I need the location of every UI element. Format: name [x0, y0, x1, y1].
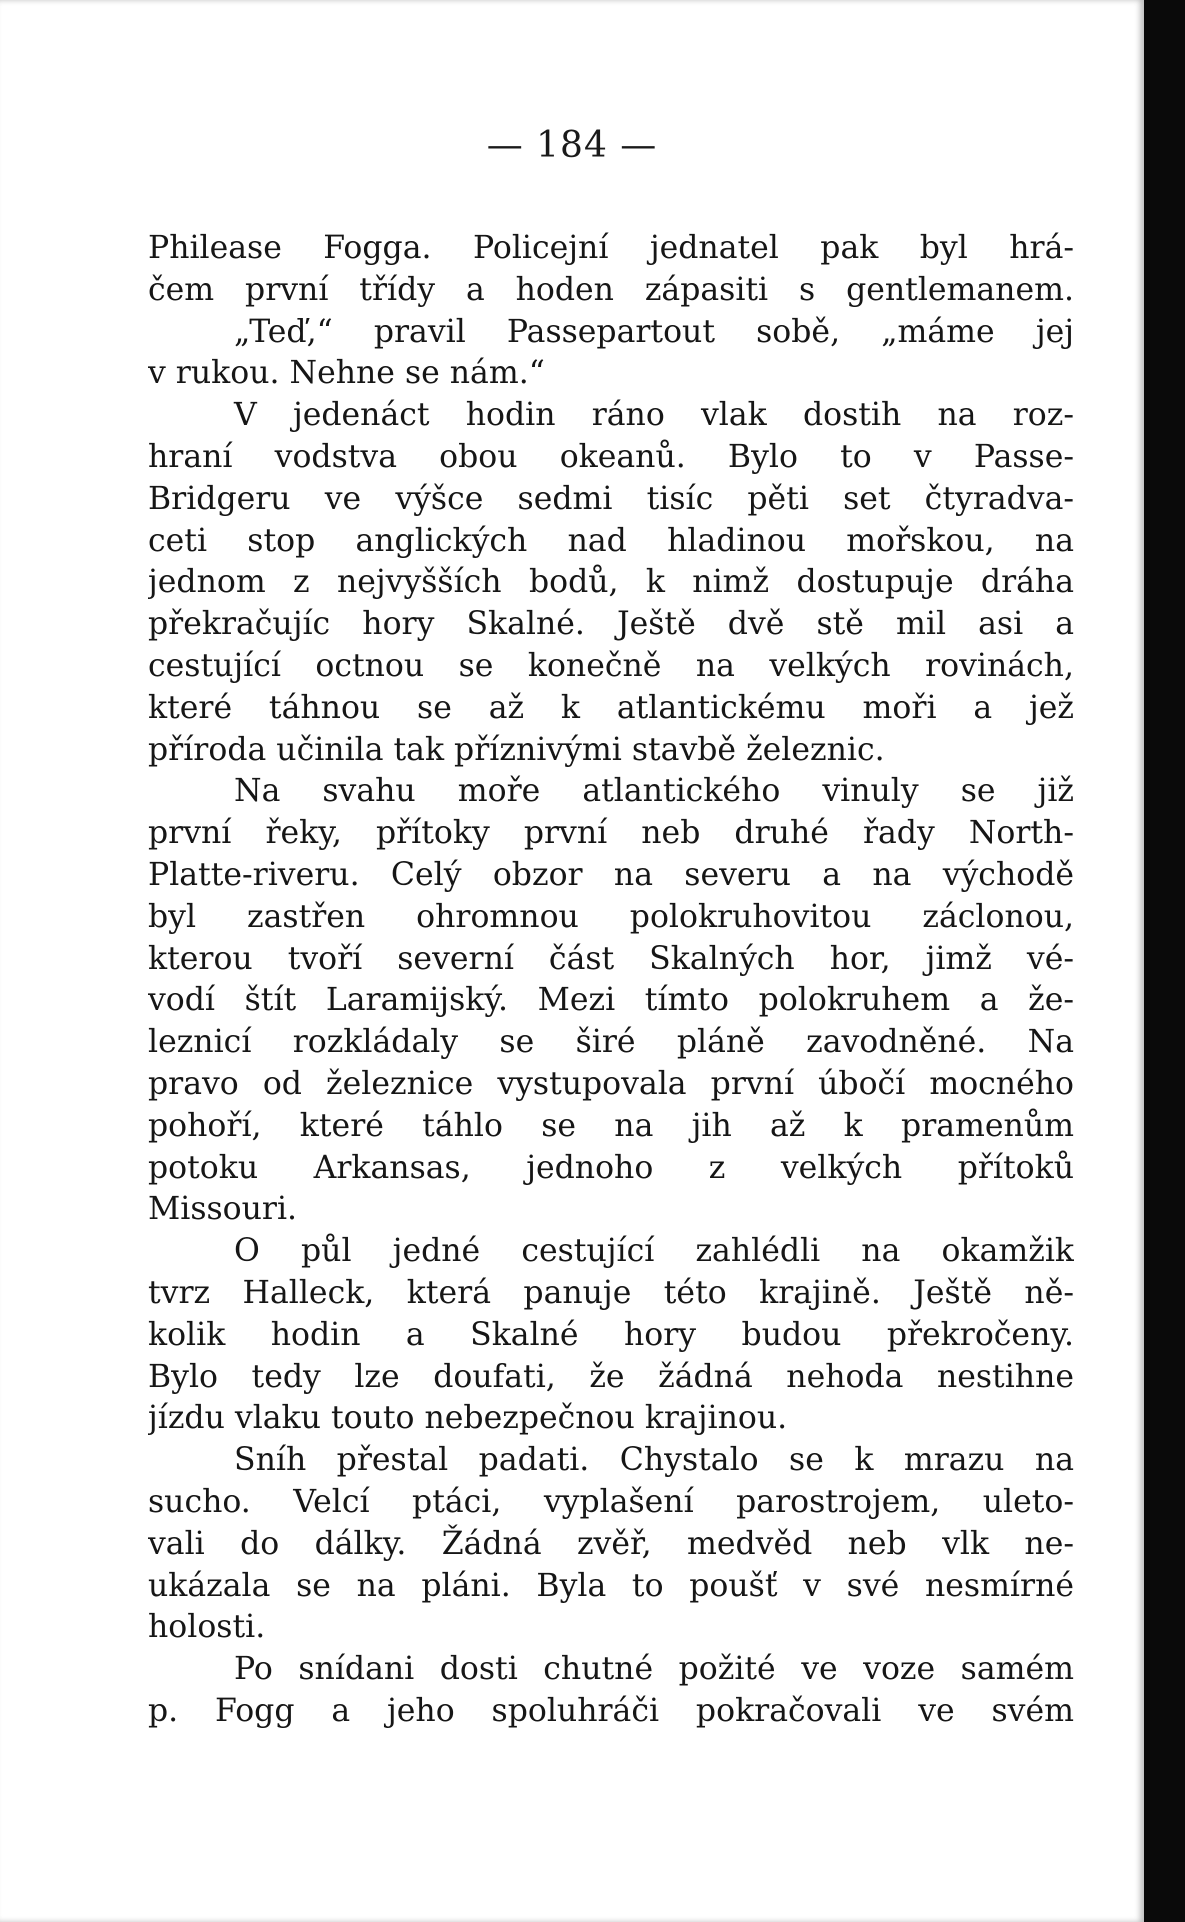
text-line: vodí štít Laramijský. Mezi tímto polokruhem a že-	[148, 982, 1074, 1019]
text-line: potoku Arkansas, jednoho z velkých přítoků	[148, 1149, 1074, 1186]
text-line: Po snídani dosti chutné požité ve voze samém	[234, 1651, 1074, 1688]
text-line: O půl jedné cestující zahlédli na okamžik	[234, 1233, 1074, 1270]
page-number: — 184 —	[486, 125, 658, 166]
text-line: p. Fogg a jeho spoluhráči pokračovali ve svém	[148, 1692, 1074, 1729]
text-line: jízdu vlaku touto nebezpečnou krajinou.	[148, 1400, 788, 1437]
text-line: které táhnou se až k atlantickému moři a jež	[148, 689, 1074, 726]
text-line: Platte-riveru. Celý obzor na severu a na východě	[148, 856, 1074, 893]
text-line: Philease Fogga. Policejní jednatel pak byl hrá-	[148, 230, 1074, 266]
text-line: leznicí rozkládaly se širé pláně zavodněné. Na	[148, 1024, 1074, 1061]
text-line: kterou tvoří severní část Skalných hor, jimž vé-	[148, 940, 1074, 977]
text-line: vali do dálky. Žádná zvěř, medvěd neb vlk ne-	[148, 1525, 1074, 1562]
text-line: holosti.	[148, 1609, 266, 1646]
text-line: cestující octnou se konečně na velkých rovinách,	[148, 647, 1074, 684]
text-line: první řeky, přítoky první neb druhé řady North-	[148, 815, 1074, 852]
page-edge	[1144, 0, 1185, 1922]
text-line: hraní vodstva obou okeanů. Bylo to v Passe-	[148, 438, 1074, 475]
body-text	[148, 228, 1074, 1733]
text-line: příroda učinila tak příznivými stavbě železnic.	[148, 731, 885, 768]
text-line: jednom z nejvyšších bodů, k nimž dostupuje dráha	[148, 564, 1074, 601]
text-line: ukázala se na pláni. Byla to poušť v své nesmírné	[148, 1567, 1074, 1604]
text-line: pravo od železnice vystupovala první úbočí mocného	[148, 1065, 1074, 1102]
text-line: pohoří, které táhlo se na jih až k pramenům	[148, 1107, 1074, 1144]
text-line: překračujíc hory Skalné. Ještě dvě stě mil asi a	[148, 606, 1074, 643]
text-line: „Teď,“ pravil Passepartout sobě, „máme jej	[234, 313, 1074, 350]
text-line: tvrz Halleck, která panuje této krajině. Ještě ně-	[148, 1274, 1074, 1311]
text-line: Bridgeru ve výšce sedmi tisíc pěti set čtyradva-	[148, 480, 1074, 517]
text-line: v rukou. Nehne se nám.“	[148, 355, 545, 392]
text-line: čem první třídy a hoden zápasiti s gentlemanem.	[148, 271, 1074, 308]
text-line: Bylo tedy lze doufati, že žádná nehoda nestihne	[148, 1358, 1074, 1395]
text-line: sucho. Velcí ptáci, vyplašení parostrojem, uleto-	[148, 1483, 1074, 1520]
text-line: Na svahu moře atlantického vinuly se již	[234, 773, 1074, 810]
text-line: kolik hodin a Skalné hory budou překročeny.	[148, 1316, 1074, 1353]
text-line: Missouri.	[148, 1191, 298, 1228]
text-line: Sníh přestal padati. Chystalo se k mrazu na	[234, 1442, 1074, 1479]
text-line: byl zastřen ohromnou polokruhovitou záclonou,	[148, 898, 1074, 935]
text-line: V jedenáct hodin ráno vlak dostih na roz-	[234, 397, 1074, 434]
text-line: ceti stop anglických nad hladinou mořskou, na	[148, 522, 1074, 559]
